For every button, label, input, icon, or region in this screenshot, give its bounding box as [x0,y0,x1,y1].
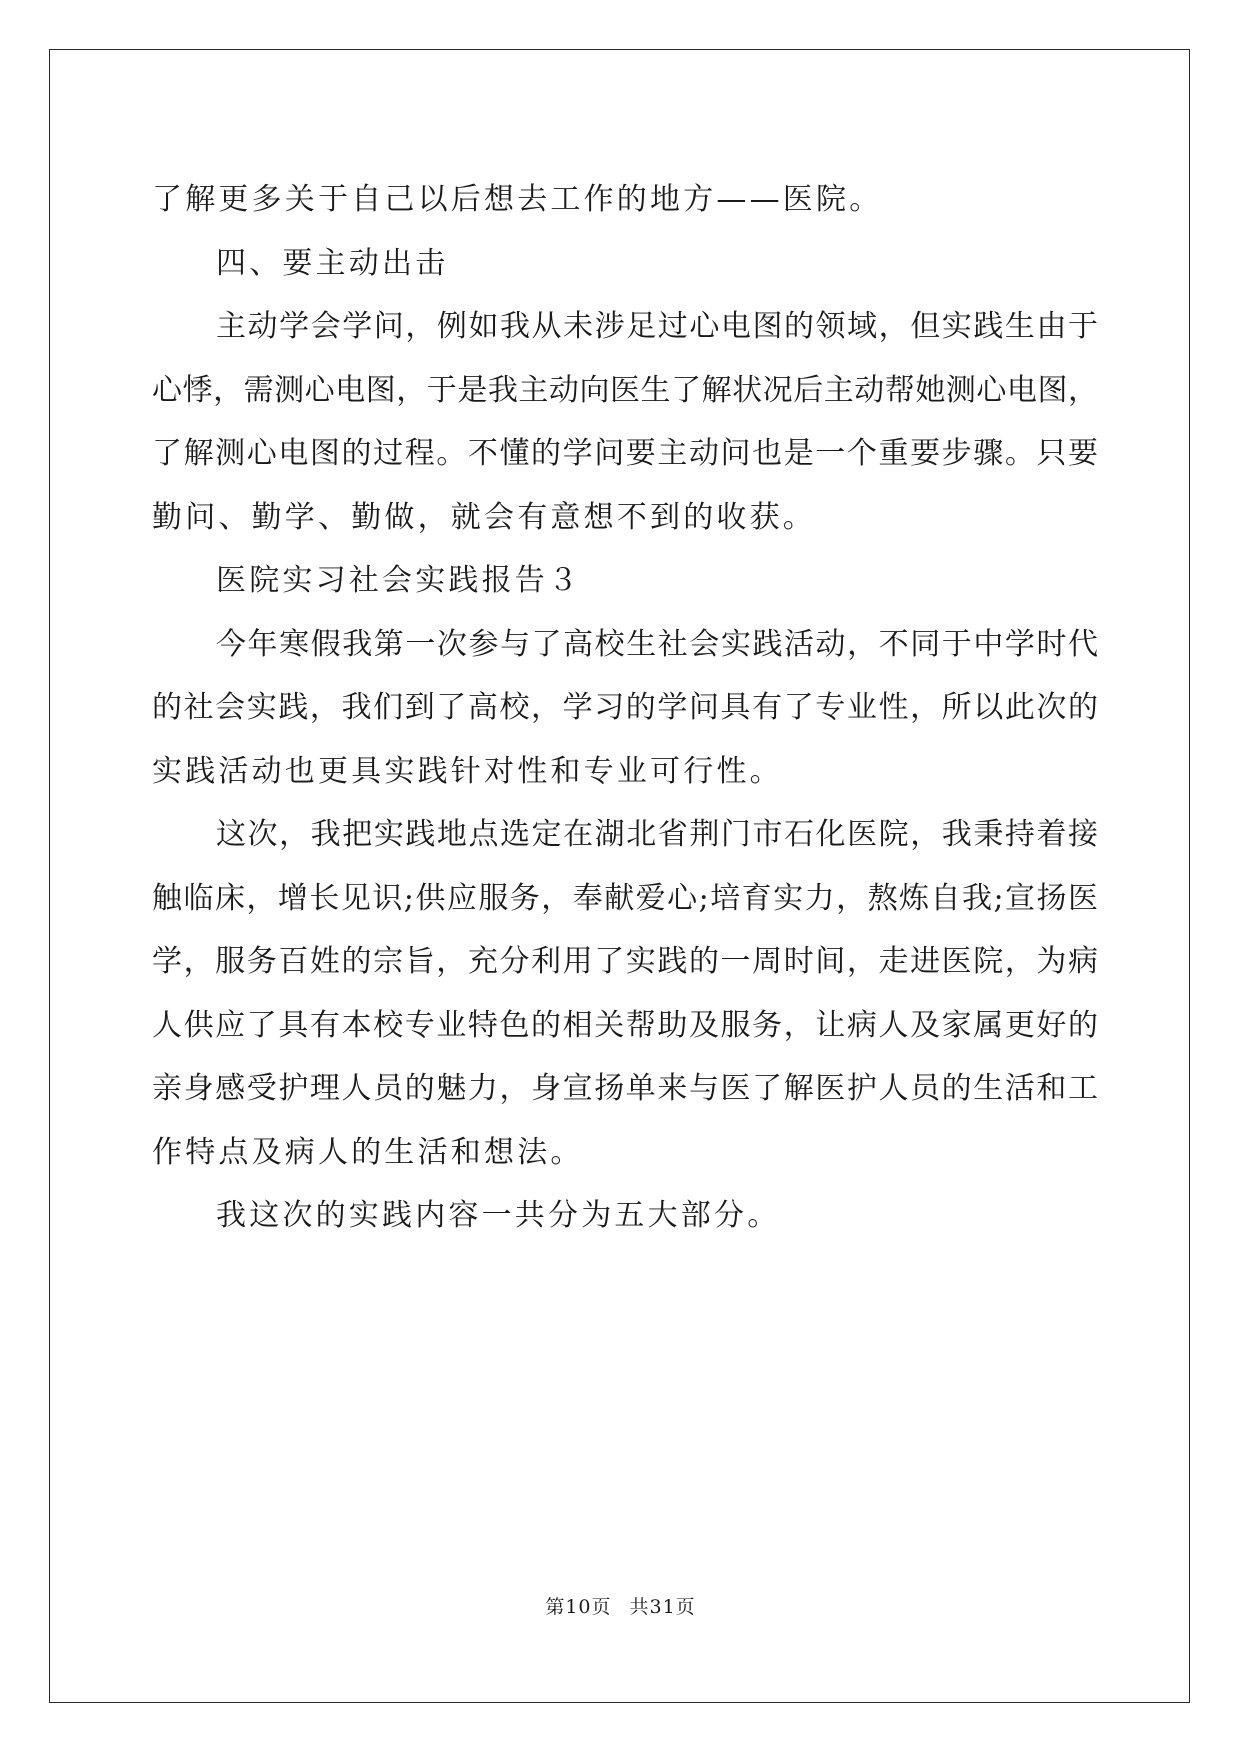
text-line: 我这次的实践内容一共分为五大部分。 [216,1198,781,1233]
text-line: 今年寒假我第一次参与了高校生社会实践活动，不同于中学时代 [216,626,1098,662]
text-line: 学，服务百姓的宗旨，充分利用了实践的一周时间，走进医院，为病 [152,944,1098,979]
text-line: 作特点及病人的生活和想法。 [152,1134,584,1170]
text-line: 亲身感受护理人员的魅力，身宣扬单来与医了解医护人员的生活和工 [152,1071,1098,1106]
page-current: 第10页 [545,1596,612,1618]
text-line: 实践活动也更具实践针对性和专业可行性。 [152,753,783,789]
document-body [152,168,1098,1248]
text-line: 了解更多关于自己以后想去工作的地方——医院。 [152,182,883,217]
page-number [0,1592,1241,1619]
text-line: 触临床，增长见识;供应服务，奉献爱心;培育实力，熬炼自我;宣扬医 [152,880,1098,916]
text-line: 勤问、勤学、勤做，就会有意想不到的收获。 [152,499,816,535]
text-line: 主动学会学问，例如我从未涉足过心电图的领域，但实践生由于 [216,309,1098,344]
page-total: 共31页 [629,1596,696,1618]
text-line: 这次，我把实践地点选定在湖北省荆门市石化医院，我秉持着接 [216,817,1098,852]
text-line: 人供应了具有本校专业特色的相关帮助及服务，让病人及家属更好的 [152,1007,1098,1043]
text-line: 的社会实践，我们到了高校，学习的学问具有了专业性，所以此次的 [152,690,1098,725]
text-line: 心悸，需测心电图，于是我主动向医生了解状况后主动帮她测心电图， [152,372,1098,408]
section-heading: 四、要主动出击 [216,245,449,281]
text-line: 了解测心电图的过程。不懂的学问要主动问也是一个重要步骤。只要 [152,436,1098,471]
report-title: 医院实习社会实践报告３ [216,563,582,598]
